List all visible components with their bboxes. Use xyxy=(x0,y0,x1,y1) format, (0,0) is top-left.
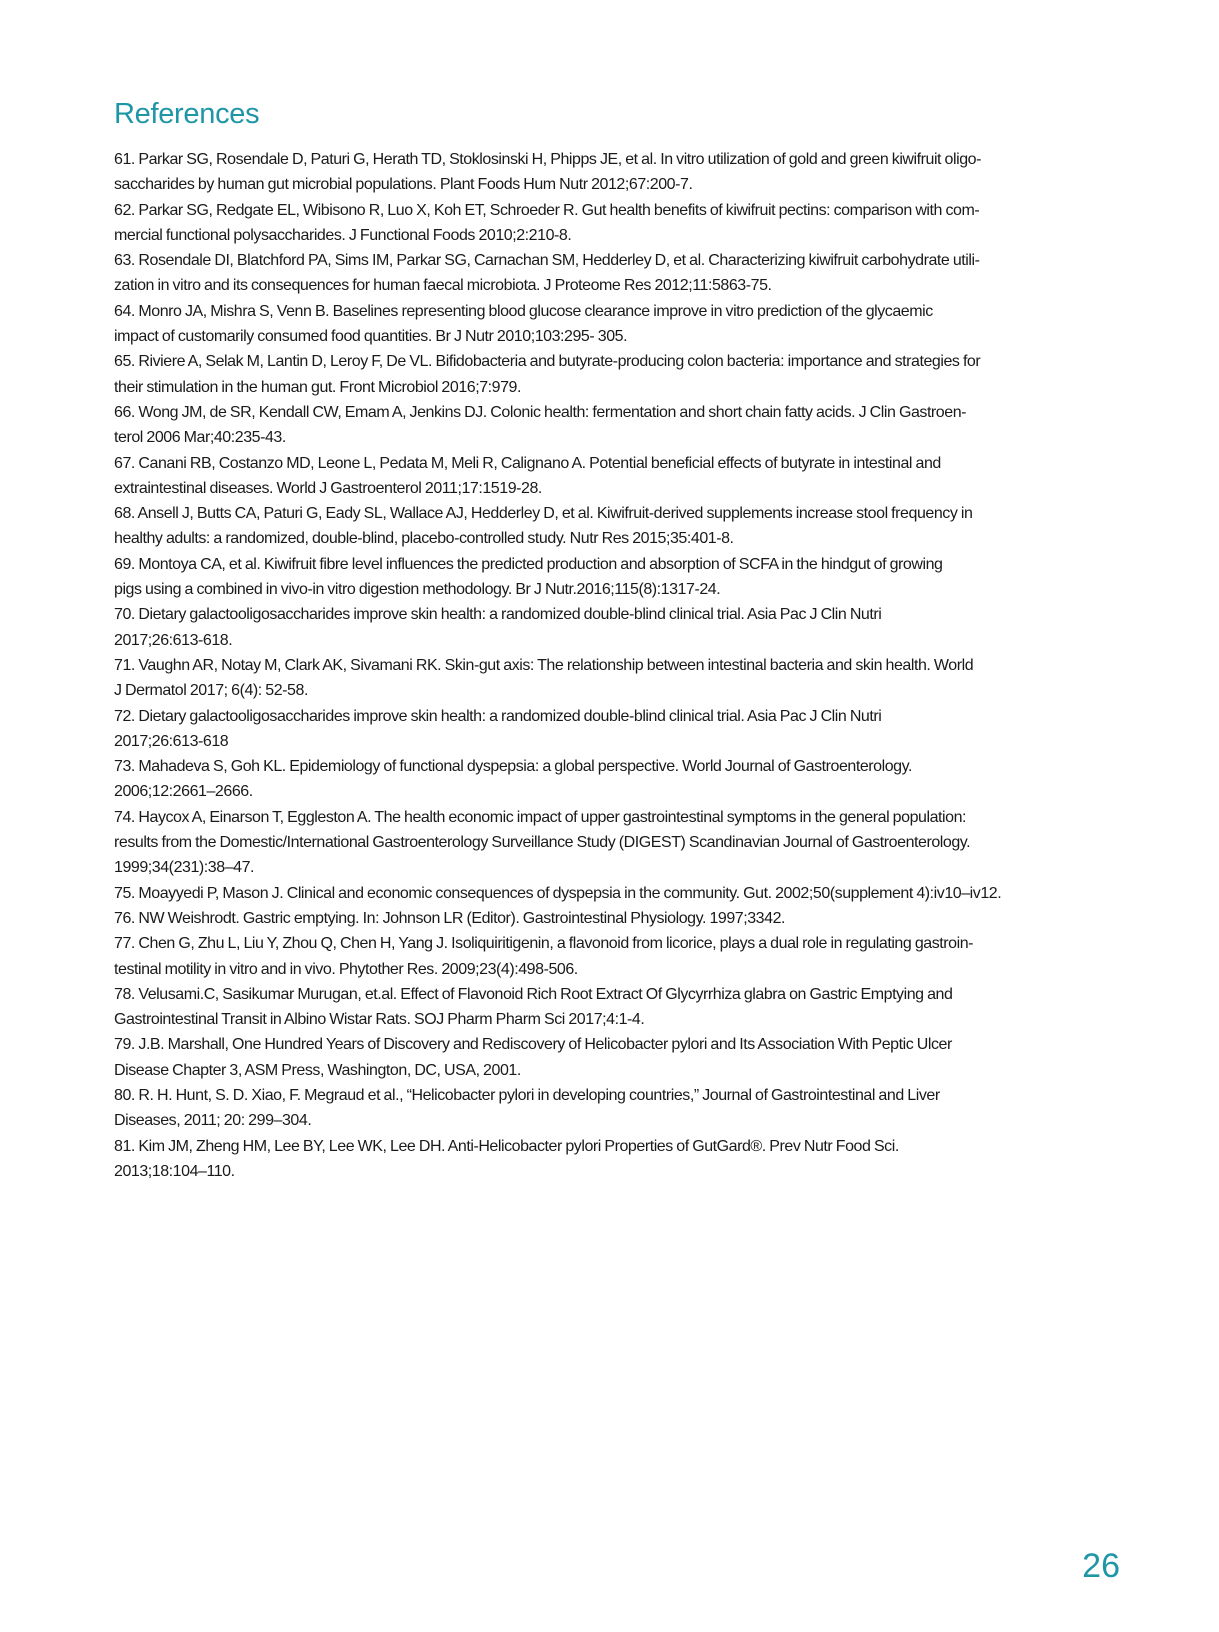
reference-item xyxy=(114,754,1114,805)
reference-line: mercial functional polysaccharides. J Functional Foods 2010;2:210-8. xyxy=(114,226,572,244)
reference-line: 75. Moayyedi P, Mason J. Clinical and economic consequences of dyspepsia in the community. Gut. 2002;50(supplement 4):iv10–iv12. xyxy=(114,884,1002,902)
reference-line: 79. J.B. Marshall, One Hundred Years of Discovery and Rediscovery of Helicobacter pylori and Its Association With Peptic Ulcer xyxy=(114,1036,952,1054)
reference-item xyxy=(114,602,1114,653)
reference-line: 67. Canani RB, Costanzo MD, Leone L, Pedata M, Meli R, Calignano A. Potential beneficial effects of butyrate in intestinal and xyxy=(114,454,941,472)
reference-line: 72. Dietary galactooligosaccharides improve skin health: a randomized double-blind clinical trial. Asia Pac J Clin Nutri xyxy=(114,707,882,725)
reference-line: 76. NW Weishrodt. Gastric emptying. In: Johnson LR (Editor). Gastrointestinal Physiology. 1997;3342. xyxy=(114,909,786,927)
reference-line: 64. Monro JA, Mishra S, Venn B. Baselines representing blood glucose clearance improve in vitro prediction of the glycaemic xyxy=(114,302,933,320)
reference-line: pigs using a combined in vivo-in vitro digestion methodology. Br J Nutr.2016;115(8):1317-24. xyxy=(114,581,721,599)
reference-item xyxy=(114,299,1114,350)
reference-item xyxy=(114,147,1114,198)
reference-item xyxy=(114,931,1114,982)
reference-item xyxy=(114,982,1114,1033)
reference-item xyxy=(114,451,1114,502)
reference-item xyxy=(114,198,1114,249)
page-number: 26 xyxy=(1082,1547,1120,1585)
reference-item xyxy=(114,881,1114,906)
reference-item xyxy=(114,552,1114,603)
reference-item xyxy=(114,704,1114,755)
reference-line: 77. Chen G, Zhu L, Liu Y, Zhou Q, Chen H, Yang J. Isoliquiritigenin, a flavonoid from licorice, plays a dual role in regulating gastroin- xyxy=(114,935,974,953)
reference-line: testinal motility in vitro and in vivo. Phytother Res. 2009;23(4):498-506. xyxy=(114,960,578,978)
reference-line: extraintestinal diseases. World J Gastroenterol 2011;17:1519-28. xyxy=(114,479,542,497)
reference-line: impact of customarily consumed food quantities. Br J Nutr 2010;103:295- 305. xyxy=(114,328,628,346)
reference-line: Gastrointestinal Transit in Albino Wistar Rats. SOJ Pharm Pharm Sci 2017;4:1-4. xyxy=(114,1011,645,1029)
reference-line: 2013;18:104–110. xyxy=(114,1162,235,1180)
reference-item xyxy=(114,400,1114,451)
reference-item xyxy=(114,906,1114,931)
reference-line: 2017;26:613-618 xyxy=(114,732,229,750)
reference-line: terol 2006 Mar;40:235-43. xyxy=(114,429,286,447)
reference-line: 80. R. H. Hunt, S. D. Xiao, F. Megraud et al., “Helicobacter pylori in developing countries,” Journal of Gastrointestinal and Liver xyxy=(114,1086,940,1104)
reference-line: 66. Wong JM, de SR, Kendall CW, Emam A, Jenkins DJ. Colonic health: fermentation and short chain fatty acids. J Clin Gastroen- xyxy=(114,403,967,421)
reference-line: 1999;34(231):38–47. xyxy=(114,859,255,877)
reference-item xyxy=(114,1083,1114,1134)
reference-line: 62. Parkar SG, Redgate EL, Wibisono R, Luo X, Koh ET, Schroeder R. Gut health benefits of kiwifruit pectins: comparison with com- xyxy=(114,201,980,219)
reference-item xyxy=(114,805,1114,881)
reference-line: 71. Vaughn AR, Notay M, Clark AK, Sivamani RK. Skin-gut axis: The relationship between intestinal bacteria and skin health. World xyxy=(114,656,974,674)
reference-line: saccharides by human gut microbial populations. Plant Foods Hum Nutr 2012;67:200-7. xyxy=(114,176,693,194)
reference-line: 81. Kim JM, Zheng HM, Lee BY, Lee WK, Lee DH. Anti-Helicobacter pylori Properties of GutGard®. Prev Nutr Food Sci. xyxy=(114,1137,899,1155)
reference-line: 69. Montoya CA, et al. Kiwifruit fibre level influences the predicted production and absorption of SCFA in the hindgut of growing xyxy=(114,555,943,573)
reference-line: 73. Mahadeva S, Goh KL. Epidemiology of functional dyspepsia: a global perspective. World Journal of Gastroenterology. xyxy=(114,758,912,776)
reference-line: 63. Rosendale DI, Blatchford PA, Sims IM, Parkar SG, Carnachan SM, Hedderley D, et al. Characterizing kiwifruit carbohydrate utili- xyxy=(114,252,980,270)
reference-item xyxy=(114,248,1114,299)
reference-line: 74. Haycox A, Einarson T, Eggleston A. The health economic impact of upper gastrointestinal symptoms in the general population: xyxy=(114,808,967,826)
reference-line: J Dermatol 2017; 6(4): 52-58. xyxy=(114,682,308,700)
reference-line: zation in vitro and its consequences for human faecal microbiota. J Proteome Res 2012;11:5863-75. xyxy=(114,277,772,295)
reference-line: 78. Velusami.C, Sasikumar Murugan, et.al. Effect of Flavonoid Rich Root Extract Of Glycyrrhiza glabra on Gastric Emptying and xyxy=(114,985,953,1003)
reference-line: Disease Chapter 3, ASM Press, Washington, DC, USA, 2001. xyxy=(114,1061,521,1079)
reference-item xyxy=(114,501,1114,552)
reference-line: healthy adults: a randomized, double-blind, placebo-controlled study. Nutr Res 2015;35:401-8. xyxy=(114,530,734,548)
reference-line: Diseases, 2011; 20: 299–304. xyxy=(114,1112,312,1130)
reference-list xyxy=(114,147,1114,1184)
reference-line: results from the Domestic/International Gastroenterology Surveillance Study (DIGEST) Scandinavian Journal of Gastroenterology. xyxy=(114,834,971,852)
reference-item xyxy=(114,1134,1114,1185)
reference-item xyxy=(114,1032,1114,1083)
reference-line: 70. Dietary galactooligosaccharides improve skin health: a randomized double-blind clinical trial. Asia Pac J Clin Nutri xyxy=(114,606,882,624)
reference-line: 68. Ansell J, Butts CA, Paturi G, Eady SL, Wallace AJ, Hedderley D, et al. Kiwifruit-derived supplements increase stool frequency in xyxy=(114,505,973,523)
reference-line: 65. Riviere A, Selak M, Lantin D, Leroy F, De VL. Bifidobacteria and butyrate-producing colon bacteria: importance and strategies for xyxy=(114,353,981,371)
reference-line: 2006;12:2661–2666. xyxy=(114,783,253,801)
reference-line: 61. Parkar SG, Rosendale D, Paturi G, Herath TD, Stoklosinski H, Phipps JE, et al. In vitro utilization of gold and green kiwifruit oligo- xyxy=(114,151,981,168)
reference-item xyxy=(114,349,1114,400)
reference-line: their stimulation in the human gut. Front Microbiol 2016;7:979. xyxy=(114,378,522,396)
reference-line: 2017;26:613-618. xyxy=(114,631,233,649)
reference-item xyxy=(114,653,1114,704)
page-title: References xyxy=(114,98,260,130)
